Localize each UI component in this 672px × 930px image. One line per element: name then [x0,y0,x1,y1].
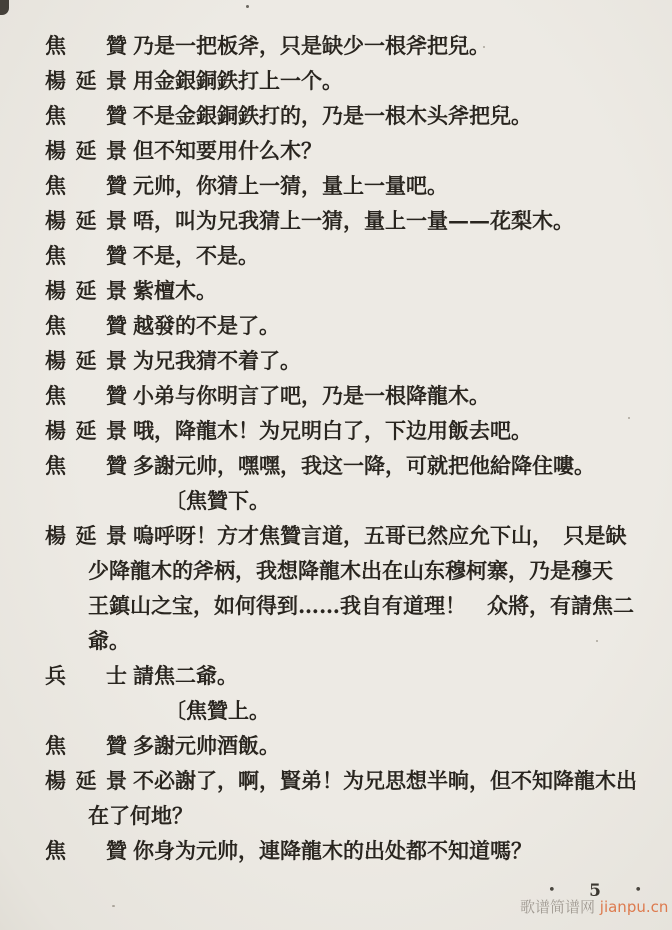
dialogue-text: 多謝元帅，嘿嘿，我这一降，可就把他給降住嘍。 [133,453,595,478]
speaker-name: 焦 贊 [45,733,127,758]
dialogue-text: 唔，叫为兄我猜上一猜，量上一量——花梨木。 [133,208,574,233]
page-number-decor-left: • [548,883,556,898]
speaker-name: 焦 贊 [45,173,127,198]
dialogue-text: 嗚呼呀！方才焦贊言道，五哥已然应允下山， 只是缺 [133,523,627,548]
dialogue-text: 紫檀木。 [133,278,217,303]
watermark-site-url: jianpu.cn [599,898,669,916]
speaker-name: 楊延景 [45,278,127,303]
speaker-name: 楊延景 [45,348,127,373]
dialogue-line [0,728,672,763]
speaker-name: 焦 贊 [45,453,127,478]
dialogue-text: 哦，降龍木！为兄明白了，下边用飯去吧。 [133,418,532,443]
stage-direction-text: 〔焦贊下。 [165,488,270,513]
dialogue-line [0,98,672,133]
dialogue-line [0,168,672,203]
speaker-name: 焦 贊 [45,313,127,338]
dialogue-line [0,518,672,553]
dialogue-line [0,133,672,168]
speaker-name: 焦 贊 [45,103,127,128]
watermark [520,899,668,916]
page-number-value: 5 [589,881,601,901]
dialogue-text: 小弟与你明言了吧，乃是一根降龍木。 [133,383,490,408]
dialogue-text: 你身为元帅，連降龍木的出处都不知道嗎？ [133,838,532,863]
speaker-name: 焦 贊 [45,383,127,408]
watermark-site-name: 歌谱简谱网 [520,898,600,916]
speaker-name: 楊延景 [45,208,127,233]
speaker-name: 焦 贊 [45,243,127,268]
dialogue-line [0,238,672,273]
scan-speck [246,5,249,8]
scan-corner-artifact [0,0,9,15]
dialogue-text: 不是金銀銅鉄打的，乃是一根木头斧把兒。 [133,103,532,128]
dialogue-text: 乃是一把板斧，只是缺少一根斧把兒。 [133,33,490,58]
speaker-name: 焦 贊 [45,838,127,863]
dialogue-text: 不必謝了，啊，賢弟！为兄思想半晌，但不知降龍木出 [133,768,637,793]
speaker-name: 楊延景 [45,138,127,163]
speaker-name: 楊延景 [45,418,127,443]
dialogue-line [0,28,672,63]
dialogue-continuation-line [0,623,672,658]
dialogue-text: 用金銀銅鉄打上一个。 [133,68,343,93]
dialogue-text: 在了何地？ [88,803,193,828]
dialogue-text: 元帅，你猜上一猜，量上一量吧。 [133,173,448,198]
dialogue-text: 爺。 [88,628,130,653]
dialogue-continuation-line [0,798,672,833]
dialogue-line [0,763,672,798]
dialogue-line [0,833,672,868]
dialogue-text: 王鎮山之宝，如何得到……我自有道理！ 众將，有請焦二 [88,593,634,618]
script-text-block [0,28,672,868]
page-number-decor-right: • [634,883,642,898]
dialogue-text: 为兄我猜不着了。 [133,348,301,373]
dialogue-line [0,378,672,413]
dialogue-continuation-line [0,588,672,623]
dialogue-text: 但不知要用什么木？ [133,138,322,163]
speaker-name: 兵 士 [45,663,127,688]
speaker-name: 楊延景 [45,523,127,548]
dialogue-text: 越發的不是了。 [133,313,280,338]
dialogue-line [0,658,672,693]
dialogue-text: 多謝元帅酒飯。 [133,733,280,758]
stage-direction [0,483,672,518]
dialogue-text: 不是，不是。 [133,243,259,268]
dialogue-text: 少降龍木的斧柄，我想降龍木出在山东穆柯寨，乃是穆天 [88,558,613,583]
speaker-name: 焦 贊 [45,33,127,58]
dialogue-line [0,413,672,448]
dialogue-continuation-line [0,553,672,588]
dialogue-text: 請焦二爺。 [133,663,238,688]
speaker-name: 楊延景 [45,68,127,93]
scan-speck [112,905,115,907]
dialogue-line [0,448,672,483]
dialogue-line [0,343,672,378]
dialogue-line [0,63,672,98]
dialogue-line [0,273,672,308]
stage-direction [0,693,672,728]
speaker-name: 楊延景 [45,768,127,793]
dialogue-line [0,308,672,343]
stage-direction-text: 〔焦贊上。 [165,698,270,723]
dialogue-line [0,203,672,238]
